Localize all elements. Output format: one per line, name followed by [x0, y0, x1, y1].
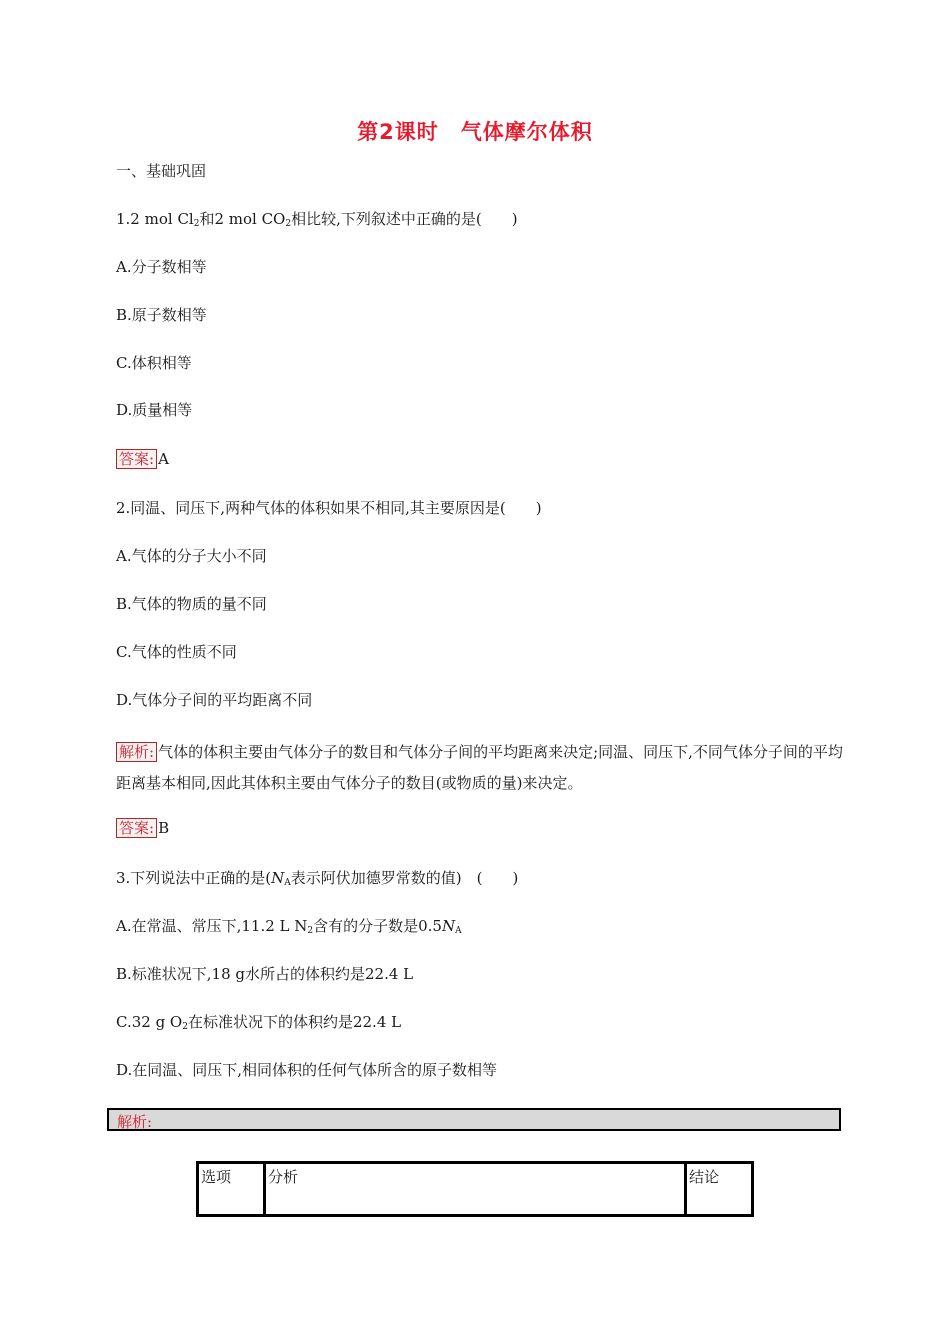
explanation-label: 解析:	[117, 1113, 153, 1131]
question-2-stem: 2.同温、同压下,两种气体的体积如果不相同,其主要原因是( )	[116, 499, 542, 517]
explanation-label: 解析:	[116, 742, 157, 762]
question-3-stem: 3.下列说法中正确的是($N_A$表示阿伏加德罗常数的值) ( )	[116, 869, 519, 888]
table-header-option: 选项	[198, 1163, 265, 1216]
question-3-option-b: B.标准状况下,18 g水所占的体积约是22.4 L	[116, 965, 414, 983]
question-2-answer: 答案: B	[116, 817, 169, 839]
question-2-option-b: B.气体的物质的量不同	[116, 595, 267, 613]
question-3-option-d: D.在同温、同压下,相同体积的任何气体所含的原子数相等	[116, 1061, 498, 1079]
section-heading: 一、基础巩固	[116, 162, 207, 180]
question-2-explanation: 解析: 气体的体积主要由气体分子的数目和气体分子间的平均距离来决定;同温、同压下,不同气体分子间的平均距离基本相同,因此其体积主要由气体分子的数目(或物质的量)来决定。	[116, 743, 843, 792]
answer-label: 答案:	[116, 449, 157, 469]
answer-label: 答案:	[116, 818, 157, 838]
question-1-answer: 答案: A	[116, 448, 169, 470]
question-2-option-a: A.气体的分子大小不同	[116, 547, 267, 565]
page-title: 第2课时 气体摩尔体积	[357, 120, 593, 144]
question-1-option-b: B.原子数相等	[116, 306, 207, 324]
question-1-option-c: C.体积相等	[116, 354, 192, 372]
table-header-conclusion: 结论	[686, 1163, 753, 1216]
table-header-analysis: 分析	[265, 1163, 686, 1216]
question-3-option-c: C.32 g $O_2$在标准状况下的体积约是22.4 L	[116, 1013, 402, 1032]
table-header-row	[198, 1163, 753, 1216]
analysis-table	[196, 1161, 754, 1217]
question-1-option-d: D.质量相等	[116, 401, 193, 419]
question-2-option-c: C.气体的性质不同	[116, 643, 237, 661]
question-1-stem: 1.2 mol $Cl_2$和2 mol $CO_2$相比较,下列叙述中正确的是( )	[116, 210, 518, 229]
question-1-option-a: A.分子数相等	[116, 258, 207, 276]
question-3-option-a: A.在常温、常压下,11.2 L $N_2$含有的分子数是$0.5N_A$	[116, 917, 462, 936]
question-3-explanation-bar	[107, 1108, 841, 1131]
question-2-option-d: D.气体分子间的平均距离不同	[116, 691, 313, 709]
